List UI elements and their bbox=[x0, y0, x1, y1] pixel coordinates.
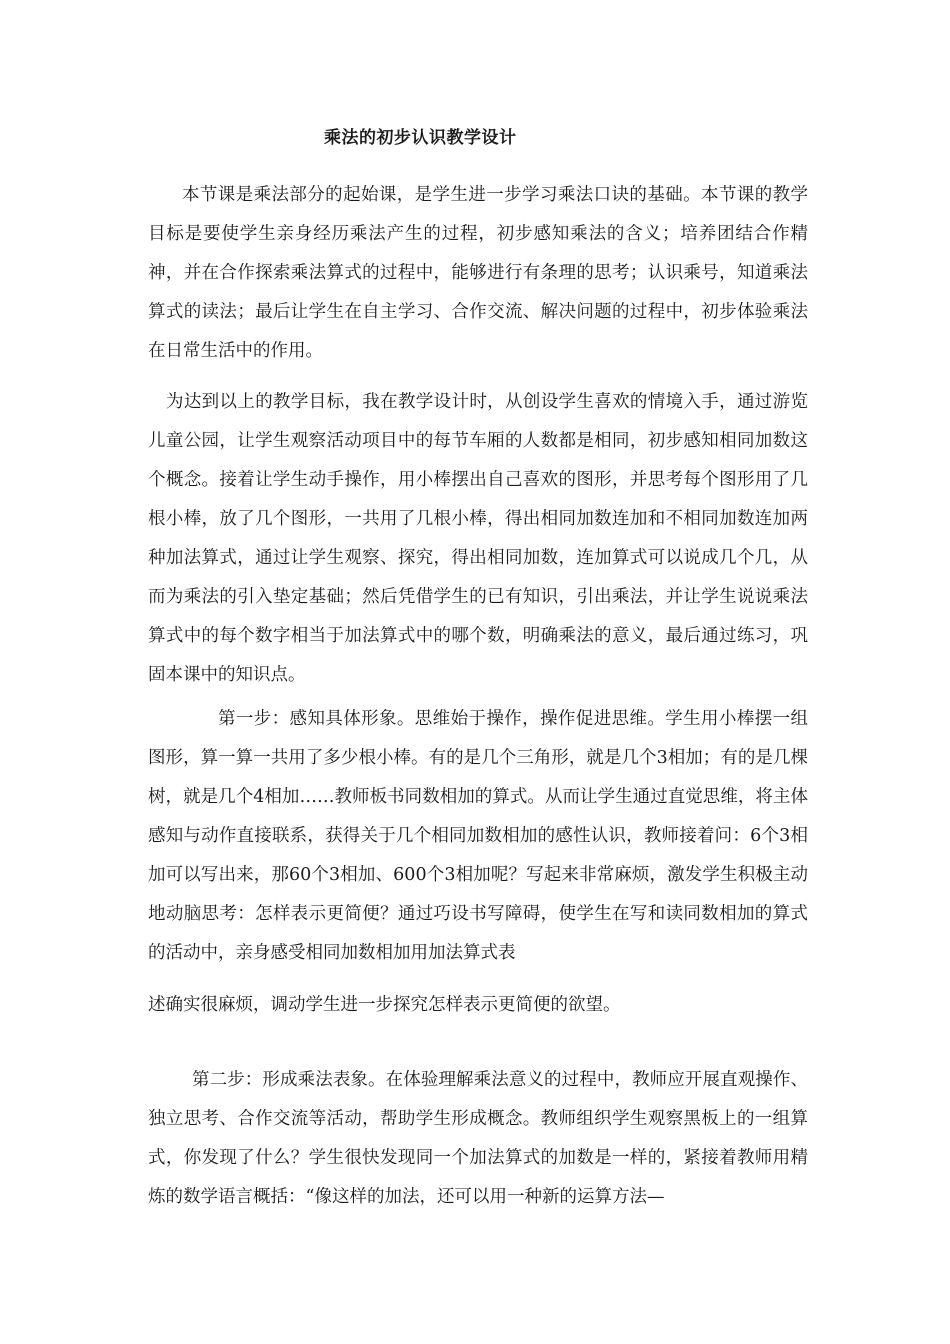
paragraph-step-one-continued: 述确实很麻烦，调动学生进一步探究怎样表示更简便的欲望。 bbox=[148, 995, 621, 1015]
paragraph-step-two: 第二步：形成乘法表象。在体验理解乘法意义的过程中，教师应开展直观操作、独立思考、合作交流等活动，帮助学生形成概念。教师组织学生观察黑板上的一组算式，你发现了什么？学生很快发现同一个加法算式的加数是一样的，紧接着教师用精炼的数学语言概括：“像这样的加法，还可以用一种新的运算方法— bbox=[148, 1070, 808, 1207]
paragraph-intro: 本节课是乘法部分的起始课，是学生进一步学习乘法口诀的基础。本节课的教学目标是要使学生亲身经历乘法产生的过程，初步感知乘法的含义；培养团结合作精神，并在合作探索乘法算式的过程中，能够进行有条理的思考；认识乘号，知道乘法算式的读法；最后让学生在自主学习、合作交流、解决问题的过程中，初步体验乘法在日常生活中的作用。 bbox=[148, 185, 808, 361]
paragraph-step-one: 第一步：感知具体形象。思维始于操作，操作促进思维。学生用小棒摆一组图形，算一算一共用了多少根小棒。有的是几个三角形，就是几个3相加；有的是几棵树，就是几个4相加……教师板书同数相加的算式。从而让学生通过直觉思维，将主体感知与动作直接联系，获得关于几个相同加数相加的感性认识，教师接着问：6个3相加可以写出来，那60个3相加、600个3相加呢？写起来非常麻烦，激发学生积极主动地动脑思考：怎样表示更简便？通过巧设书写障碍，使学生在写和读同数相加的算式的活动中，亲身感受相同加数相加用加法算式表 bbox=[148, 709, 808, 963]
paragraph-design: 为达到以上的教学目标，我在教学设计时，从创设学生喜欢的情境入手，通过游览儿童公园，让学生观察活动项目中的每节车厢的人数都是相同，初步感知相同加数这个概念。接着让学生动手操作，用小棒摆出自己喜欢的图形，并思考每个图形用了几根小棒，放了几个图形，一共用了几根小棒，得出相同加数连加和不相同加数连加两种加法算式，通过让学生观察、探究，得出相同加数，连加算式可以说成几个几，从而为乘法的引入垫定基础；然后凭借学生的已有知识，引出乘法，并让学生说说乘法算式中的每个数字相当于加法算式中的哪个数，明确乘法的意义，最后通过练习，巩固本课中的知识点。 bbox=[148, 392, 808, 685]
page-title: 乘法的初步认识教学设计 bbox=[324, 128, 517, 148]
